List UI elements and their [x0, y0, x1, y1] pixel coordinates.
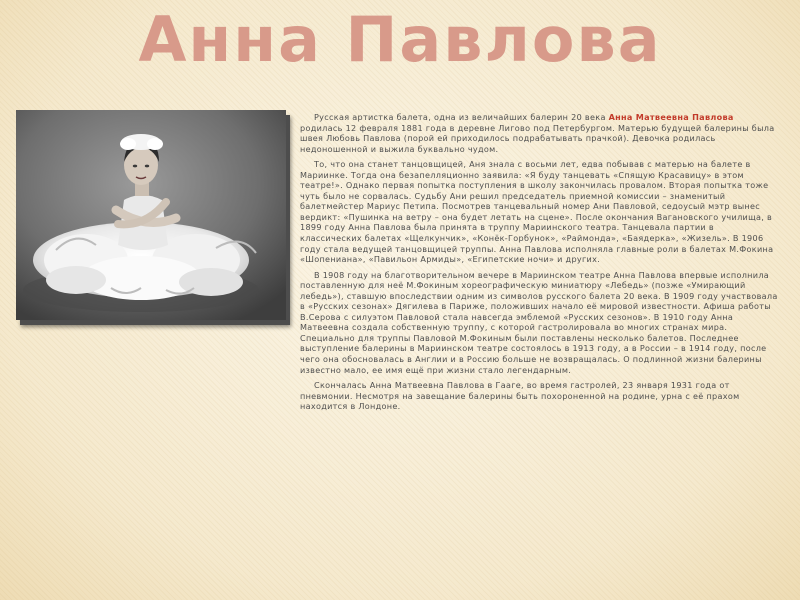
ballerina-swan-image [16, 110, 286, 320]
paragraph-swan: В 1908 году на благотворительном вечере в Мариинском театре Анна Павлова впервые исполнила поставленную для неё М.Фокиным хореографическую миниатюру «Лебедь» (позже «Умирающий лебедь»), ставшую впоследствии одним из символов русского балета 20 века. В 1909 году участвовала в «Русских сезонах» Дягилева в Париже, положивших начало её мировой известности. Афиша работы В.Серова с силуэтом Павловой стала навсегда эмблемой «Русских сезонов». В 1910 году Анна Матвеевна создала собственную труппу, с которой гастролировала во многих странах мира. Специально для труппы Павловой М.Фокиным были поставлены несколько балетов. Последнее выступление балерины в Мариинском театре состоялось в 1913 году, а в России – в 1914 году, после чего она обосновалась в Англии и в Россию больше не возвращалась. О подлинной жизни балерины известно мало, ее имя ещё при жизни стало легендарным. [300, 269, 778, 375]
name-highlight: Анна Матвеевна Павлова [608, 112, 734, 122]
intro-before-name: Русская артистка балета, одна из величайших балерин 20 века [314, 112, 609, 122]
portrait-photo [16, 110, 286, 320]
slide-title: Анна Павлова [138, 3, 662, 76]
paragraph-death: Скончалась Анна Матвеевна Павлова в Гааге, во время гастролей, 23 января 1931 года от пневмонии. Несмотря на завещание балерины быть похороненной на родине, урна с её прахом находится в Лондоне. [300, 380, 740, 412]
biography-text [300, 112, 778, 417]
intro-paragraph [300, 112, 778, 154]
paragraph-career: То, что она станет танцовщицей, Аня знала с восьми лет, едва побывав с матерью на балете в Мариинке. Тогда она безапелляционно заявила: «Я буду танцевать «Спящую Красавицу» в этом театре!». Однако первая попытка поступления в школу закончилась провалом. Вторая попытка тоже чуть было не сорвалась. Судьбу Ани решил председатель приемной комиссии – знаменитый балетмейстер Мариус Петипа. Посмотрев танцевальный номер Ани Павловой, седоусый мэтр вынес вердикт: «Пушинка на ветру – она будет летать на сцене». После окончания Вагановского училища, в 1899 году Анна Павлова была принята в труппу Мариинского театра. Танцевала партии в классических балетах «Щелкунчик», «Конёк-Горбунок», «Раймонда», «Баядерка», «Жизель». В 1906 году стала ведущей танцовщицей труппы. Анна Павлова исполняла главные роли в балетах М.Фокина «Шопениана», «Павильон Армиды», «Египетские ночи» и других. [300, 159, 774, 265]
intro-after-name: родилась 12 февраля 1881 года в деревне Лигово под Петербургом. Матерью будущей балерины была швея Любовь Павлова (порой ей приходилось подрабатывать прачкой). Девочка родилась недоношенной и выжила буквально чудом. [300, 122, 775, 154]
